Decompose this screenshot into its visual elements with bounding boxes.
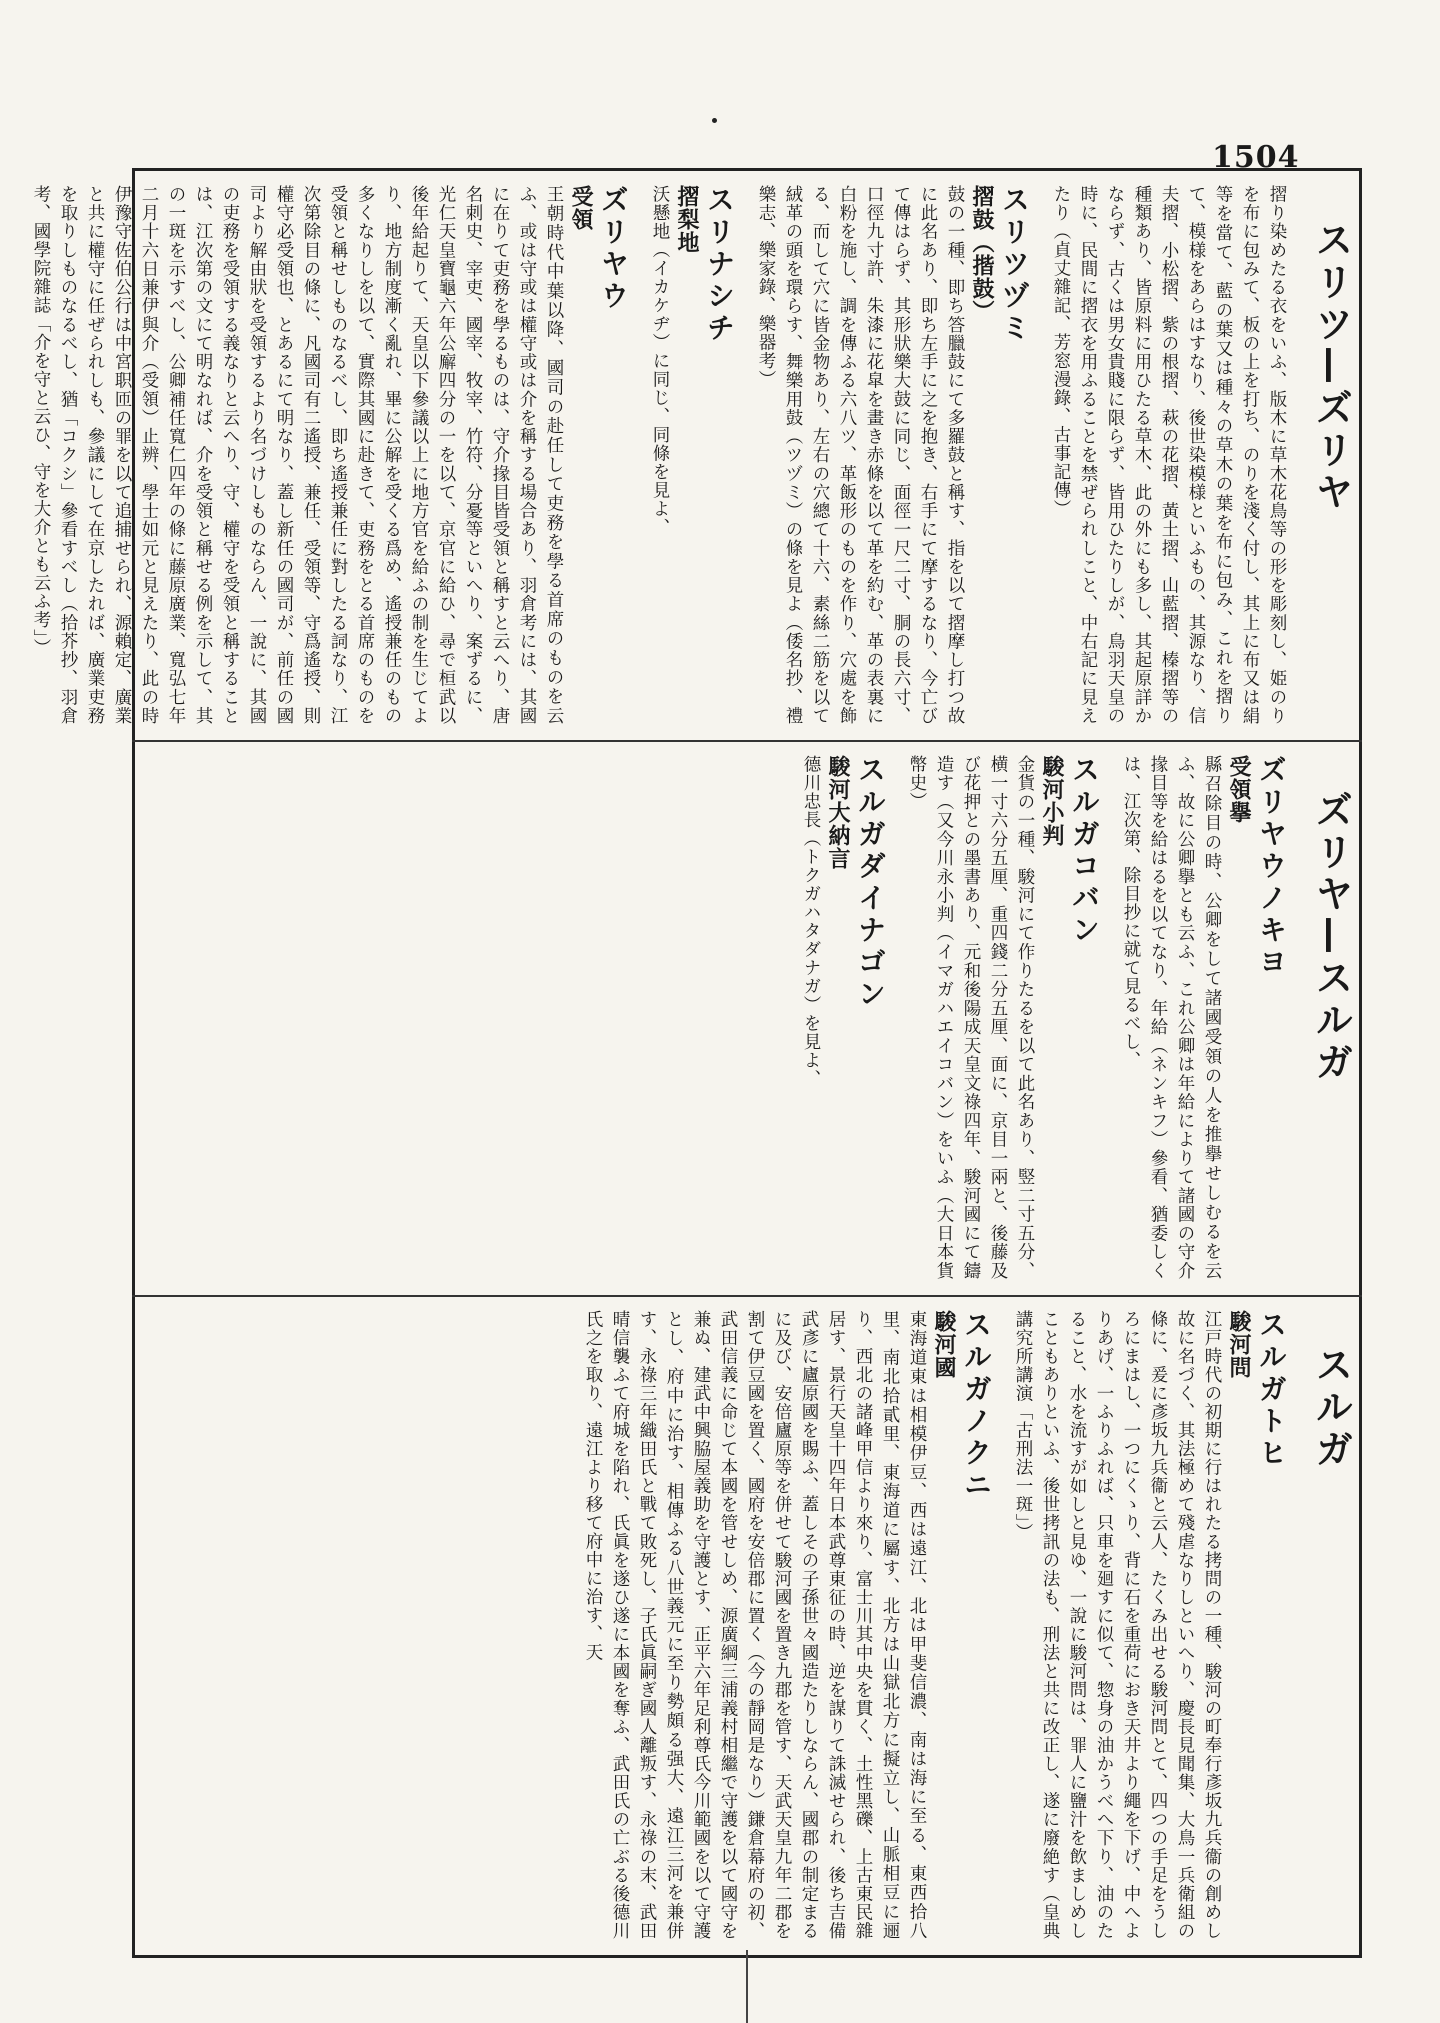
bottom-band — [160, 1310, 1290, 1940]
entry-body: 金貨の一種、駿河にて作りたるを以て此名あり、竪二寸五分、横一寸六分五厘、重四錢二分五厘、面に、京目一兩と、後藤及び花押との墨書あり、元和後陽成天皇文祿四年、駿河國にて鑄造す（又今川永小判（イマガハエイコバン）をいふ（大日本貨幣史） — [907, 755, 1035, 1280]
entry-surinashi — [646, 185, 738, 725]
page-number: 1504 — [1212, 140, 1300, 175]
entry-headword: ズリヤウノキヨ — [1255, 755, 1288, 979]
entry-headword: スリナシチ — [703, 185, 736, 345]
entry-kanji: 摺鼓（揩鼓） — [969, 185, 995, 323]
entry-zuryou-nokiyo — [1117, 755, 1290, 1280]
entry-kanji: 受領擧 — [1226, 755, 1252, 824]
entry-kanji: 受領 — [568, 185, 594, 231]
entry-headword: スルガトヒ — [1255, 1310, 1288, 1470]
band-divider-2 — [132, 1295, 1362, 1297]
running-head-top: スリツ—ズリヤ — [1309, 220, 1353, 514]
middle-band — [160, 755, 1290, 1280]
entry-kanji: 駿河問 — [1226, 1310, 1252, 1379]
entry-body: 沃懸地（イカケヂ）に同じ、同條を見よ、 — [650, 185, 670, 537]
top-band — [31, 185, 1290, 726]
entry-kanji: 駿河小判 — [1039, 755, 1065, 847]
entry-headword: スリツヅミ — [998, 185, 1031, 345]
entry-suritsuzumi — [752, 185, 1033, 725]
entry-body: 江戸時代の初期に行はれたる拷問の一種、駿河の町奉行彥坂九兵衞の創めし故に名づく、其法極めて殘虐なりしといへり、慶長見聞集、大鳥一兵衛組の條に、爰に彥坂九兵衞と云人、たくみ出せる駿河問とて、四つの手足をうしろにまはし、一つにくゝり、背に石を重荷におき天井より繩を下げ、中へよりあげ、一ふりふれば、只車を廻すに似て、惣身の油かうべへ下り、油のたること、水を流すが如しと見ゆ、一說に駿河問は、罪人に鹽汁を飲ましめしこともありといふ、後世拷訊の法も、刑法と共に改正し、遂に廢絶す（皇典講究所講演「古刑法一斑」） — [1013, 1310, 1222, 1940]
entry-suruga-toi — [1009, 1310, 1290, 1940]
entry-kanji: 摺梨地 — [674, 185, 700, 254]
running-head-bottom: スルガ — [1309, 1345, 1353, 1471]
entry-body: 摺り染めたる衣をいふ、版木に草木花鳥等の形を彫刻し、姫のりを布に包みて、板の上を打ち、のりを淺く付し、其上に布又は絹等を當て、藍の葉又は種々の草木の葉を布に包み、これを摺りて、模様をあらはすなり、後世染模様といふもの、其源なり、信夫摺、小松摺、紫の根摺、萩の花摺、黃土摺、山藍摺、榛摺等の種類あり、皆原料に用ひたる草木、此の外にも多し、其起原詳かならず、古くは男女貴賤に限らず、皆用ひたりしが、鳥羽天皇の時に、民間に摺衣を用ふることを禁ぜられしこと、中右記に見えたり（貞丈雜記、芳窓漫錄、古事記傳） — [1051, 185, 1287, 726]
entry-body: 東海道東は相模伊豆、西は遠江、北は甲斐信濃、南は海に至る、東西拾八里、南北拾貳里、東海道に屬す、北方は山獄北方に擬立し、山脈相豆に逦り、西北の諸峰甲信より來り、富士川其中央を貫く、土性黑礫、上古東民雜居す、景行天皇十四年日本武尊東征の時、逆を謀りて誅滅せられ、後ち吉備武彥に廬原國を賜ふ、蓋しその子孫世々國造たりしならん、國郡の制定まるに及び、安倍廬原等を併せて駿河國を置き九郡を管す、天武天皇九年二郡を割て伊豆國を置く、國府を安倍郡に置く（今の靜岡是なり）鎌倉幕府の初、武田信義に命じて本國を管せしめ、源廣綱三浦義村相繼で守護を以て國守を兼ぬ、建武中興脇屋義助を守護とす、正平六年足利尊氏今川範國を以て守護とし、府中に治す、相傳ふる八世義元に至り勢頗る强大、遠江三河を兼併す、永祿三年織田氏と戰て敗死し、子氏眞嗣ぎ國人離叛す、永祿の末、武田晴信襲ふて府城を陷れ、氏眞を遂ひ遂に本國を奪ふ、武田氏の亡ぶる後德川氏之を取り、遠江より移て府中に治す、天 — [583, 1310, 927, 1940]
entry-suruga-koban — [903, 755, 1103, 1280]
running-head-middle: ズリヤ—スルガ — [1309, 790, 1353, 1084]
entry-kanji: 駿河大納言 — [825, 755, 851, 870]
entry-suruga-no-kuni — [579, 1310, 995, 1940]
entry-headword: スルガダイナゴン — [854, 755, 887, 1011]
center-dot — [712, 118, 717, 123]
entry-zuryou — [27, 185, 632, 725]
entry-body: 王朝時代中葉以降、國司の赴任して吏務を學る首席のものを云ふ、或は守或は權守或は介を稱する場合あり、羽倉考には、其國に在りて吏務を學るものは、守介掾目皆受領と稱すと云へり、唐名刺史、宰吏、國宰、牧宰、竹符、分憂等といへり、案ずるに、光仁天皇寶龜六年公廨四分の一を以て、京官に給ひ、尋で桓武以後年給起りて、天皇以下參議以上に地方官を給ふの制を生じてより、地方制度漸く亂れ、畢に公解を受くる爲め、遙授兼任のもの多くなりしを以て、實際其國に赴きて、吏務をとる首席のものを受領と稱せしものなるべし、即ち遙授兼任に對したる詞なり、江次第除目の條に、凡國司有二遙授、兼任、受領等、守爲遙授、則權守必受領也、とあるにて明なり、蓋し新任の國司が、前任の國司より解由狀を受領するより名づけしものならん、一說に、其國の吏務を受領する義なりと云へり、守、權守を受領と稱することは、江次第の文にて明なれば、介を受領と稱せる例を示して、其の一斑を示すべし、公卿補任寬仁四年の條に藤原廣業、寬弘七年二月十六日兼伊與介（受領）止辨、學士如元と見えたり、此の時伊豫守佐伯公行は中宮职匝の罪を以て追捕せられ、源賴定、廣業と共に權守に任ぜられしも、參議にして在京したれば、廣業吏務を取りしものなるべし、猶「コクシ」參看すべし（拾芥抄、羽倉考、國學院雜誌「介を守と云ひ、守を大介とも云ふ考」） — [31, 185, 564, 725]
entry-body: 德川忠長（トクガハタダナガ）を見よ、 — [801, 755, 821, 1088]
entry-suri-tsu-cont — [1047, 185, 1290, 725]
entry-body: 鼓の一種、即ち答臘鼓にて多羅鼓と稱す、指を以て摺摩し打つ故に此名あり、即ち左手に之を抱き、右手にて摩するなり、今亡びて傳はらず、其形狀樂大鼓に同じ、面徑一尺二寸、胴の長六寸、口徑九寸許、朱漆に花皐を畫き赤條を以て革を約む、革の表裏に白粉を施し、調を傳ふる六八ツ、革飯形のものを作り、穴處を飾る、而して穴に皆金物あり、左右の穴總て十六、素絲二筋を以て絨革の頭を環らす、舞樂用鼓（ツヅミ）の條を見よ（倭名抄、禮樂志、樂家錄、樂器考） — [756, 185, 965, 725]
entry-headword: スルガノクニ — [960, 1310, 993, 1502]
entry-kanji: 駿河國 — [931, 1310, 957, 1379]
entry-body: 縣召除目の時、公卿をして諸國受領の人を推擧せしむるを云ふ、故に公卿擧とも云ふ、これ公卿は年給によりて諸國の守介掾目等を給はるを以てなり、年給（ネンキフ）參看、猶委しくは、江次第、除目抄に就て見るべし、 — [1121, 755, 1222, 1281]
binding-fold — [746, 1950, 748, 2023]
band-divider-1 — [132, 740, 1362, 742]
entry-headword: スルガコバン — [1068, 755, 1101, 947]
entry-suruga-dainagon — [797, 755, 889, 1280]
entry-headword: ズリヤウ — [597, 185, 630, 313]
